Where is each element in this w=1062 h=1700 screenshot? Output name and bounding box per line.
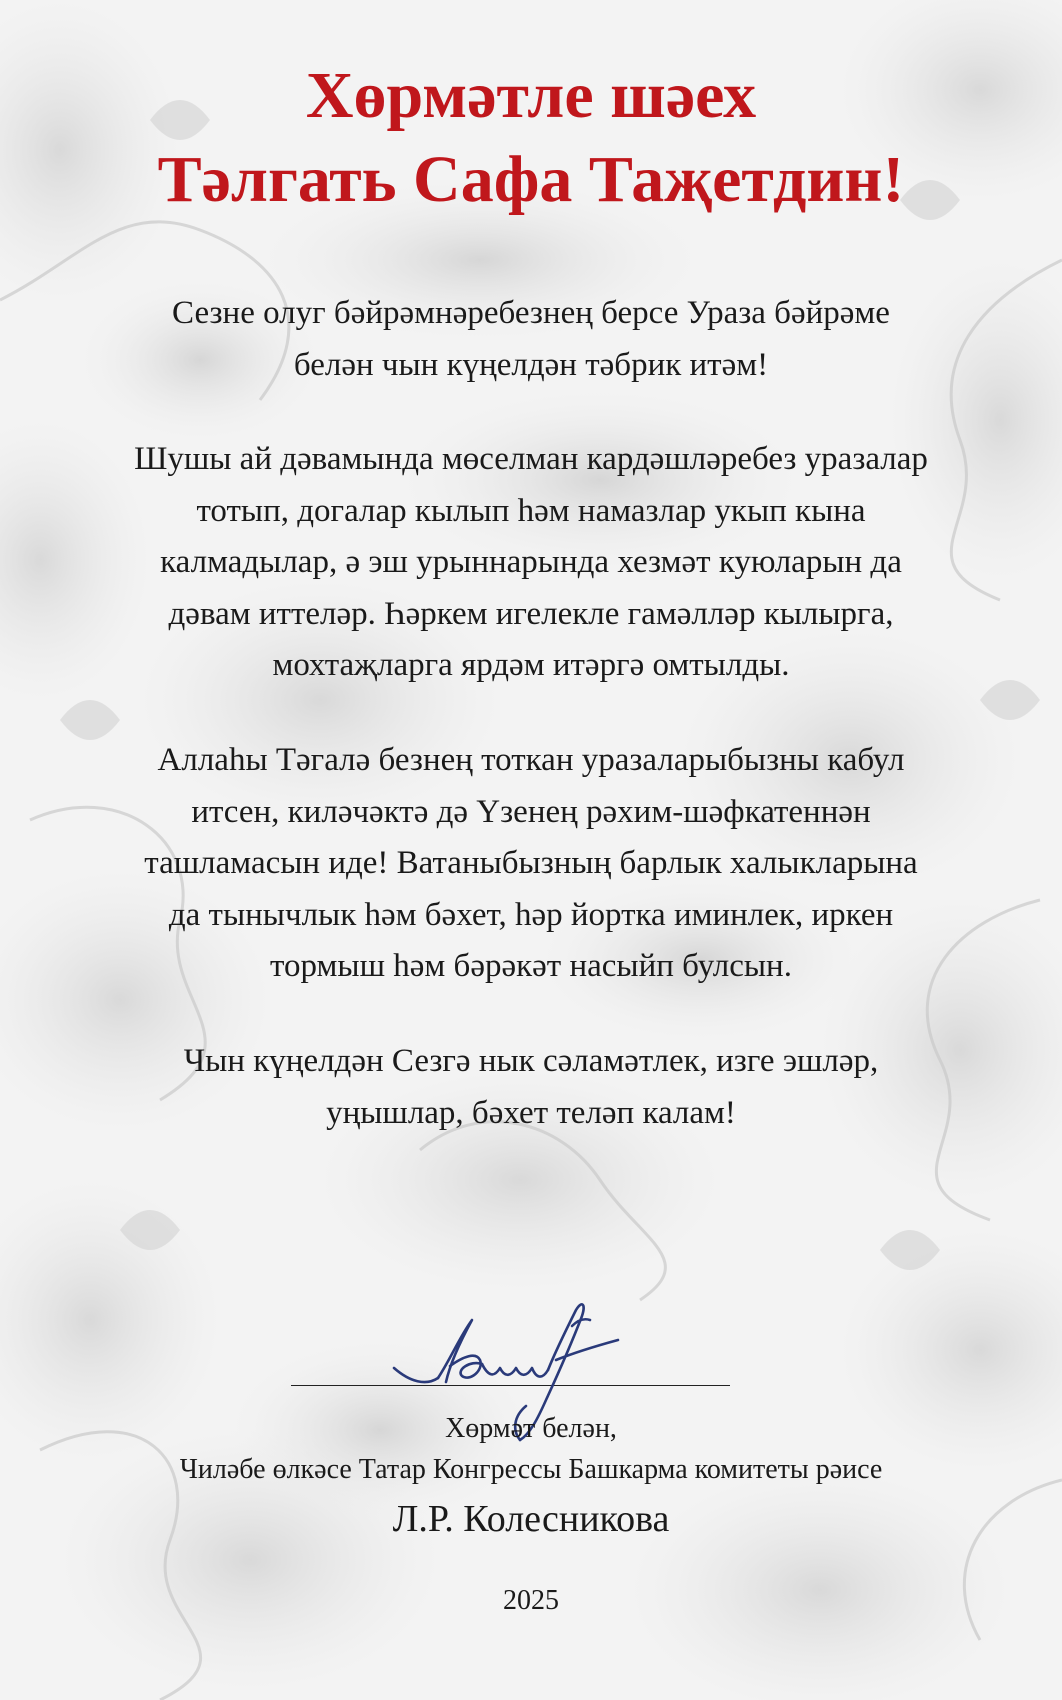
paragraph-line: да тынычлык һәм бәхет, һәр йортка иминлек, иркен (168, 896, 894, 933)
paragraph-line: дәвам иттеләр. Һәркем игелекле гамәлләр кылырга, (168, 595, 894, 632)
letter-year: 2025 (503, 1585, 559, 1616)
paragraph-line: белән чын күңелдән тәбрик итәм! (293, 346, 769, 383)
paragraph-4 (40, 1036, 1022, 1139)
paragraph-line: калмадылар, ә эш урыннарында хезмәт куюларын да (160, 544, 902, 580)
greeting-title-line-2: Тәлгать Сафа Таҗетдин! (157, 143, 905, 216)
paragraph-2 (40, 434, 1022, 692)
paragraph-1 (40, 288, 1022, 391)
paragraph-3 (40, 735, 1022, 993)
paragraph-line: итсен, киләчәктә дә Үзенең рәхим-шәфкатеннән (191, 793, 871, 830)
signer-position: Чиләбе өлкәсе Татар Конгрессы Башкарма комитеты рәисе (179, 1454, 883, 1485)
paragraph-line: мохтаҗларга ярдәм итәргә омтылды. (272, 647, 790, 683)
signer-name: Л.Р. Колесникова (392, 1498, 670, 1540)
closing-phrase: Хөрмәт белән, (445, 1413, 617, 1444)
paragraph-line: Аллаһы Тәгалә безнең тоткан уразаларыбызны кабул (157, 742, 905, 778)
paragraph-line: Шушы ай дәвамында мөселман кардәшләребез уразалар (134, 441, 928, 477)
paragraph-line: тотып, догалар кылып һәм намазлар укып кына (196, 492, 866, 529)
paragraph-line: тормыш һәм бәрәкәт насыйп булсын. (270, 948, 792, 984)
paragraph-line: Сезне олуг бәйрәмнәребезнең берсе Ураза бәйрәме (172, 295, 890, 331)
greeting-title-line-1: Хөрмәтле шәех (305, 59, 757, 132)
paragraph-line: уңышлар, бәхет теләп калам! (326, 1094, 736, 1131)
paragraph-line: ташламасын иде! Ватаныбызның барлык халыкларына (144, 845, 918, 881)
paragraph-line: Чын күңелдән Сезгә нык сәламәтлек, изге эшләр, (183, 1043, 879, 1079)
